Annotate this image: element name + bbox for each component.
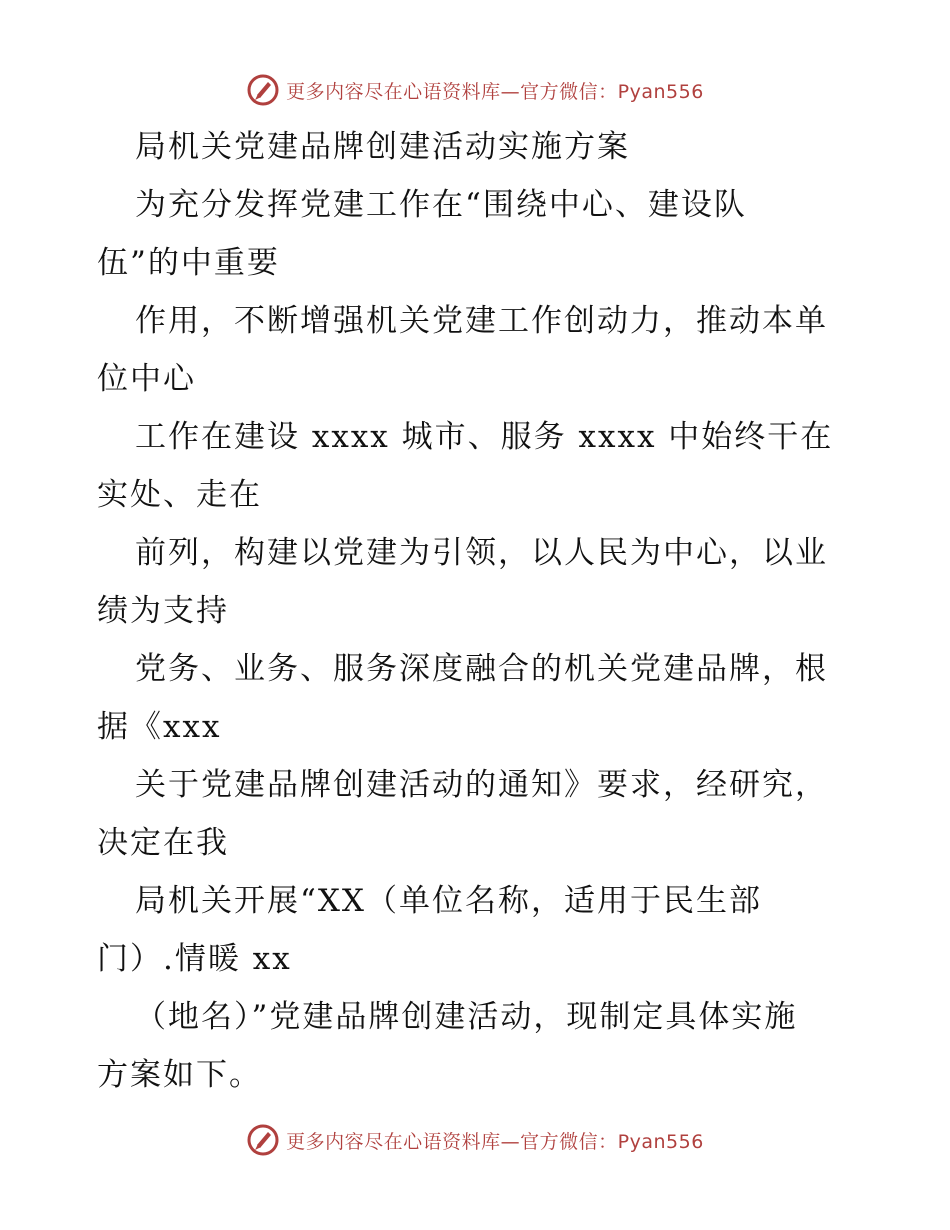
document-line: 位中心	[97, 361, 196, 397]
brand-logo-icon	[246, 73, 280, 107]
document-line: 方案如下。	[97, 1057, 262, 1093]
document-line: 作用，不断增强机关党建工作创动力，推动本单	[135, 303, 828, 339]
document-line: （地名）”党建品牌创建活动，现制定具体实施	[135, 999, 798, 1035]
document-line: 为充分发挥党建工作在“围绕中心、建设队	[135, 187, 747, 223]
document-line: 伍”的中重要	[97, 245, 280, 281]
document-line: 局机关党建品牌创建活动实施方案	[135, 129, 630, 165]
document-line: 绩为支持	[97, 593, 229, 629]
document-line: 门）.情暖 xx	[97, 941, 292, 977]
watermark-header	[0, 70, 950, 110]
document-line: 局机关开展“XX（单位名称，适用于民生部	[135, 883, 762, 919]
brand-logo-icon	[246, 1123, 280, 1157]
document-line: 党务、业务、服务深度融合的机关党建品牌，根	[135, 651, 828, 687]
watermark-text: 更多内容尽在心语资料库—官方微信：Pyan556	[286, 1130, 704, 1153]
document-line: 决定在我	[97, 825, 229, 861]
document-line: 据《xxx	[97, 709, 222, 745]
document-line: 工作在建设 xxxx 城市、服务 xxxx 中始终干在	[135, 419, 834, 455]
watermark-text: 更多内容尽在心语资料库—官方微信：Pyan556	[286, 80, 704, 103]
document-line: 关于党建品牌创建活动的通知》要求，经研究，	[135, 767, 828, 803]
document-line: 前列，构建以党建为引领，以人民为中心，以业	[135, 535, 828, 571]
document-body	[97, 118, 857, 1104]
document-line: 实处、走在	[97, 477, 262, 513]
watermark-footer	[0, 1120, 950, 1160]
